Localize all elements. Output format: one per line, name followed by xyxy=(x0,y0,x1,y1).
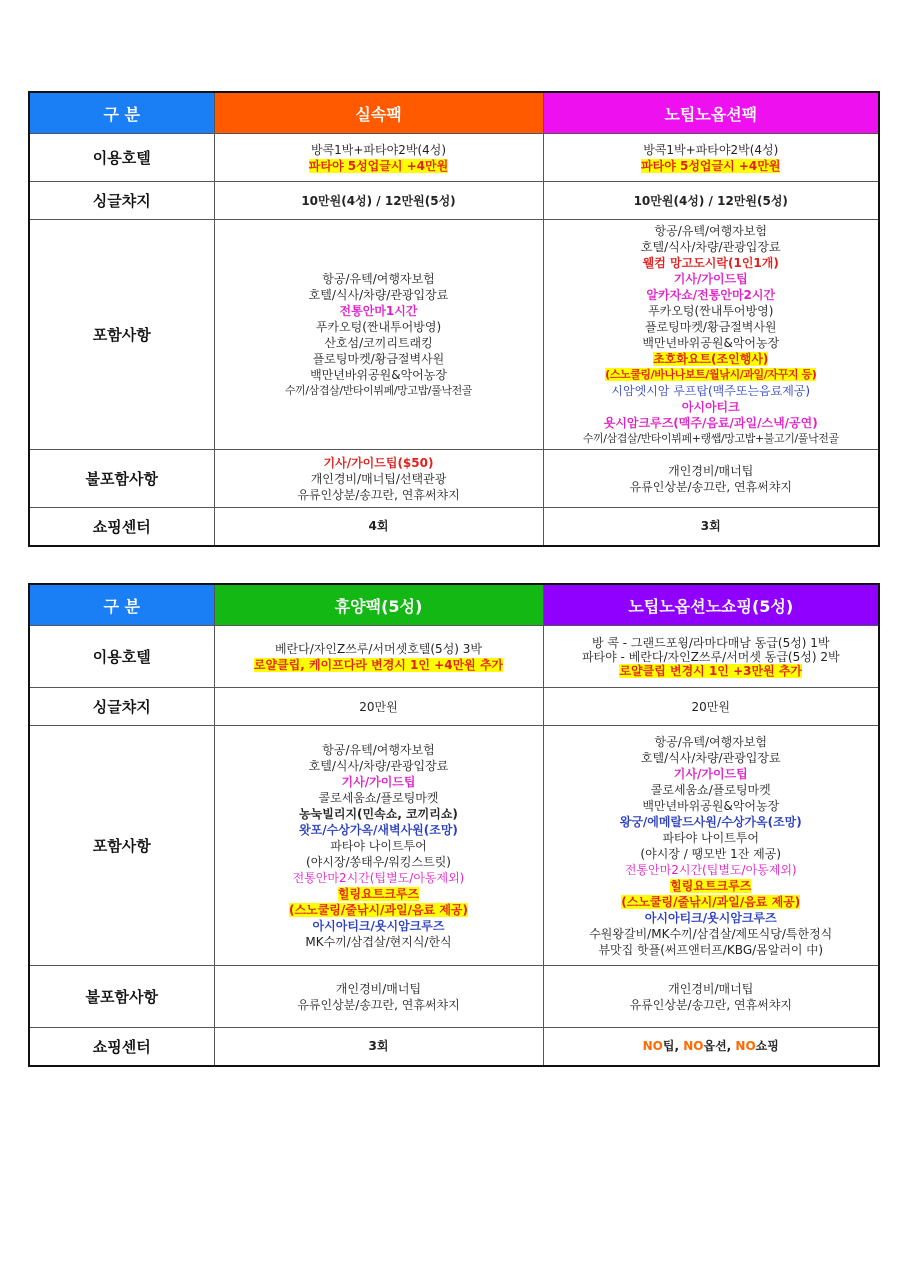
row-shopping xyxy=(29,1028,879,1066)
exclude-cell: 개인경비/매너팁 유류인상분/송끄란, 연휴써챠지 xyxy=(214,966,543,1028)
single-cell: 20만원 xyxy=(214,688,543,726)
row-label: 불포함사항 xyxy=(29,450,214,508)
include-cell: 항공/유텍/여행자보험 호텔/식사/차량/관광입장료 기사/가이드팁 콜로세움쇼/플로팅마켓 백만년바위공원&악어농장 왕궁/에메랄드사원/수상가옥(조망) 파타야 나이트투어 (야시장 / 땡모반 1잔 제공) 전통안마2시간(팁별도/아동제외) 힐링요트크루즈 (스노쿨링/줄낚시/과일/음료 제공) 아시아티크/욧시암크루즈 수원왕갈비/MK수끼/삼겹살/제또식당/특한정식 뷰맛집 핫플(써프앤터프/KBG/몸알러이 中) xyxy=(543,726,879,966)
header-notip-pack: 노팁노옵션팩 xyxy=(543,92,879,134)
row-label: 싱글챠지 xyxy=(29,182,214,220)
row-label: 불포함사항 xyxy=(29,966,214,1028)
hotel-cell: 방 콕 - 그랜드포윙/라마다매남 동급(5성) 1박 파타야 - 베란다/자인Z쓰루/서머셋 동급(5성) 2박 로얄클립 변경시 1인 +3만원 추가 xyxy=(543,626,879,688)
row-single xyxy=(29,182,879,220)
row-label: 쇼핑센터 xyxy=(29,1028,214,1066)
shopping-cell: 4회 xyxy=(214,508,543,546)
table-header-row xyxy=(29,92,879,134)
row-label: 이용호텔 xyxy=(29,626,214,688)
header-hyuyang-pack: 휴양팩(5성) xyxy=(214,584,543,626)
hotel-cell: 베란다/자인Z쓰루/서머셋호텔(5성) 3박 로얄클립, 케이프다라 변경시 1인 +4만원 추가 xyxy=(214,626,543,688)
single-cell: 10만원(4성) / 12만원(5성) xyxy=(214,182,543,220)
include-cell: 항공/유텍/여행자보험 호텔/식사/차량/관광입장료 전통안마1시간 푸카오텅(짠내투어방영) 산호섬/코끼리트래킹 플로팅마켓/황금절벽사원 백만년바위공원&악어농장 수끼/삼겹살/반타이뷔페/망고밥/풀낙전골 xyxy=(214,220,543,450)
exclude-cell: 개인경비/매너팁 유류인상분/송끄란, 연휴써챠지 xyxy=(543,450,879,508)
header-notip-noshop-pack: 노팁노옵션노쇼핑(5성) xyxy=(543,584,879,626)
row-exclude xyxy=(29,450,879,508)
single-cell: 20만원 xyxy=(543,688,879,726)
hotel-cell: 방콕1박+파타야2박(4성) 파타야 5성업글시 +4만원 xyxy=(214,134,543,182)
row-label: 쇼핑센터 xyxy=(29,508,214,546)
row-label: 이용호텔 xyxy=(29,134,214,182)
row-include xyxy=(29,726,879,966)
header-category: 구 분 xyxy=(29,584,214,626)
row-hotel xyxy=(29,626,879,688)
single-cell: 10만원(4성) / 12만원(5성) xyxy=(543,182,879,220)
shopping-cell: 3회 xyxy=(543,508,879,546)
include-cell: 항공/유텍/여행자보험 호텔/식사/차량/관광입장료 웰컴 망고도시락(1인1개) 기사/가이드팁 알카자쇼/전통안마2시간 푸카오텅(짠내투어방영) 플로팅마켓/황금절벽사원 백만년바위공원&악어농장 초호화요트(조인행사) (스노쿨링/바나나보트/월낚시/과일/자꾸지 등) 시암엣시암 루프탑(맥주또는음료제공) 아시아티크 욧시암크루즈(맥주/음료/과일/스낵/공연) 수끼/삼겹살/반타이뷔페+랭쌥/망고밥+불고기/풀낙전골 xyxy=(543,220,879,450)
include-cell: 항공/유텍/여행자보험 호텔/식사/차량/관광입장료 기사/가이드팁 콜로세움쇼/플로팅마켓 농눅빌리지(민속쇼, 코끼리쇼) 왓포/수상가옥/새벽사원(조망) 파타야 나이트투어 (야시장/쏭태우/워킹스트릿) 전통안마2시간(팁별도/아동제외) 힐링요트크루즈 (스노쿨링/줄낚시/과일/음료 제공) 아시아티크/욧시암크루즈 MK수끼/삼겹살/현지식/한식 xyxy=(214,726,543,966)
row-label: 싱글챠지 xyxy=(29,688,214,726)
header-silsok-pack: 실속팩 xyxy=(214,92,543,134)
exclude-cell: 개인경비/매너팁 유류인상분/송끄란, 연휴써챠지 xyxy=(543,966,879,1028)
hotel-cell: 방콕1박+파타야2박(4성) 파타야 5성업글시 +4만원 xyxy=(543,134,879,182)
header-category: 구 분 xyxy=(29,92,214,134)
row-exclude xyxy=(29,966,879,1028)
package-table-1 xyxy=(28,91,880,547)
row-shopping xyxy=(29,508,879,546)
exclude-cell: 기사/가이드팁($50) 개인경비/매너팁/선택관광 유류인상분/송끄란, 연휴써챠지 xyxy=(214,450,543,508)
row-single xyxy=(29,688,879,726)
row-include xyxy=(29,220,879,450)
shopping-cell: 3회 xyxy=(214,1028,543,1066)
row-label: 포함사항 xyxy=(29,726,214,966)
row-label: 포함사항 xyxy=(29,220,214,450)
shopping-cell: NO팁, NO옵션, NO쇼핑 xyxy=(543,1028,879,1066)
row-hotel xyxy=(29,134,879,182)
package-table-2 xyxy=(28,583,880,1067)
table-header-row xyxy=(29,584,879,626)
